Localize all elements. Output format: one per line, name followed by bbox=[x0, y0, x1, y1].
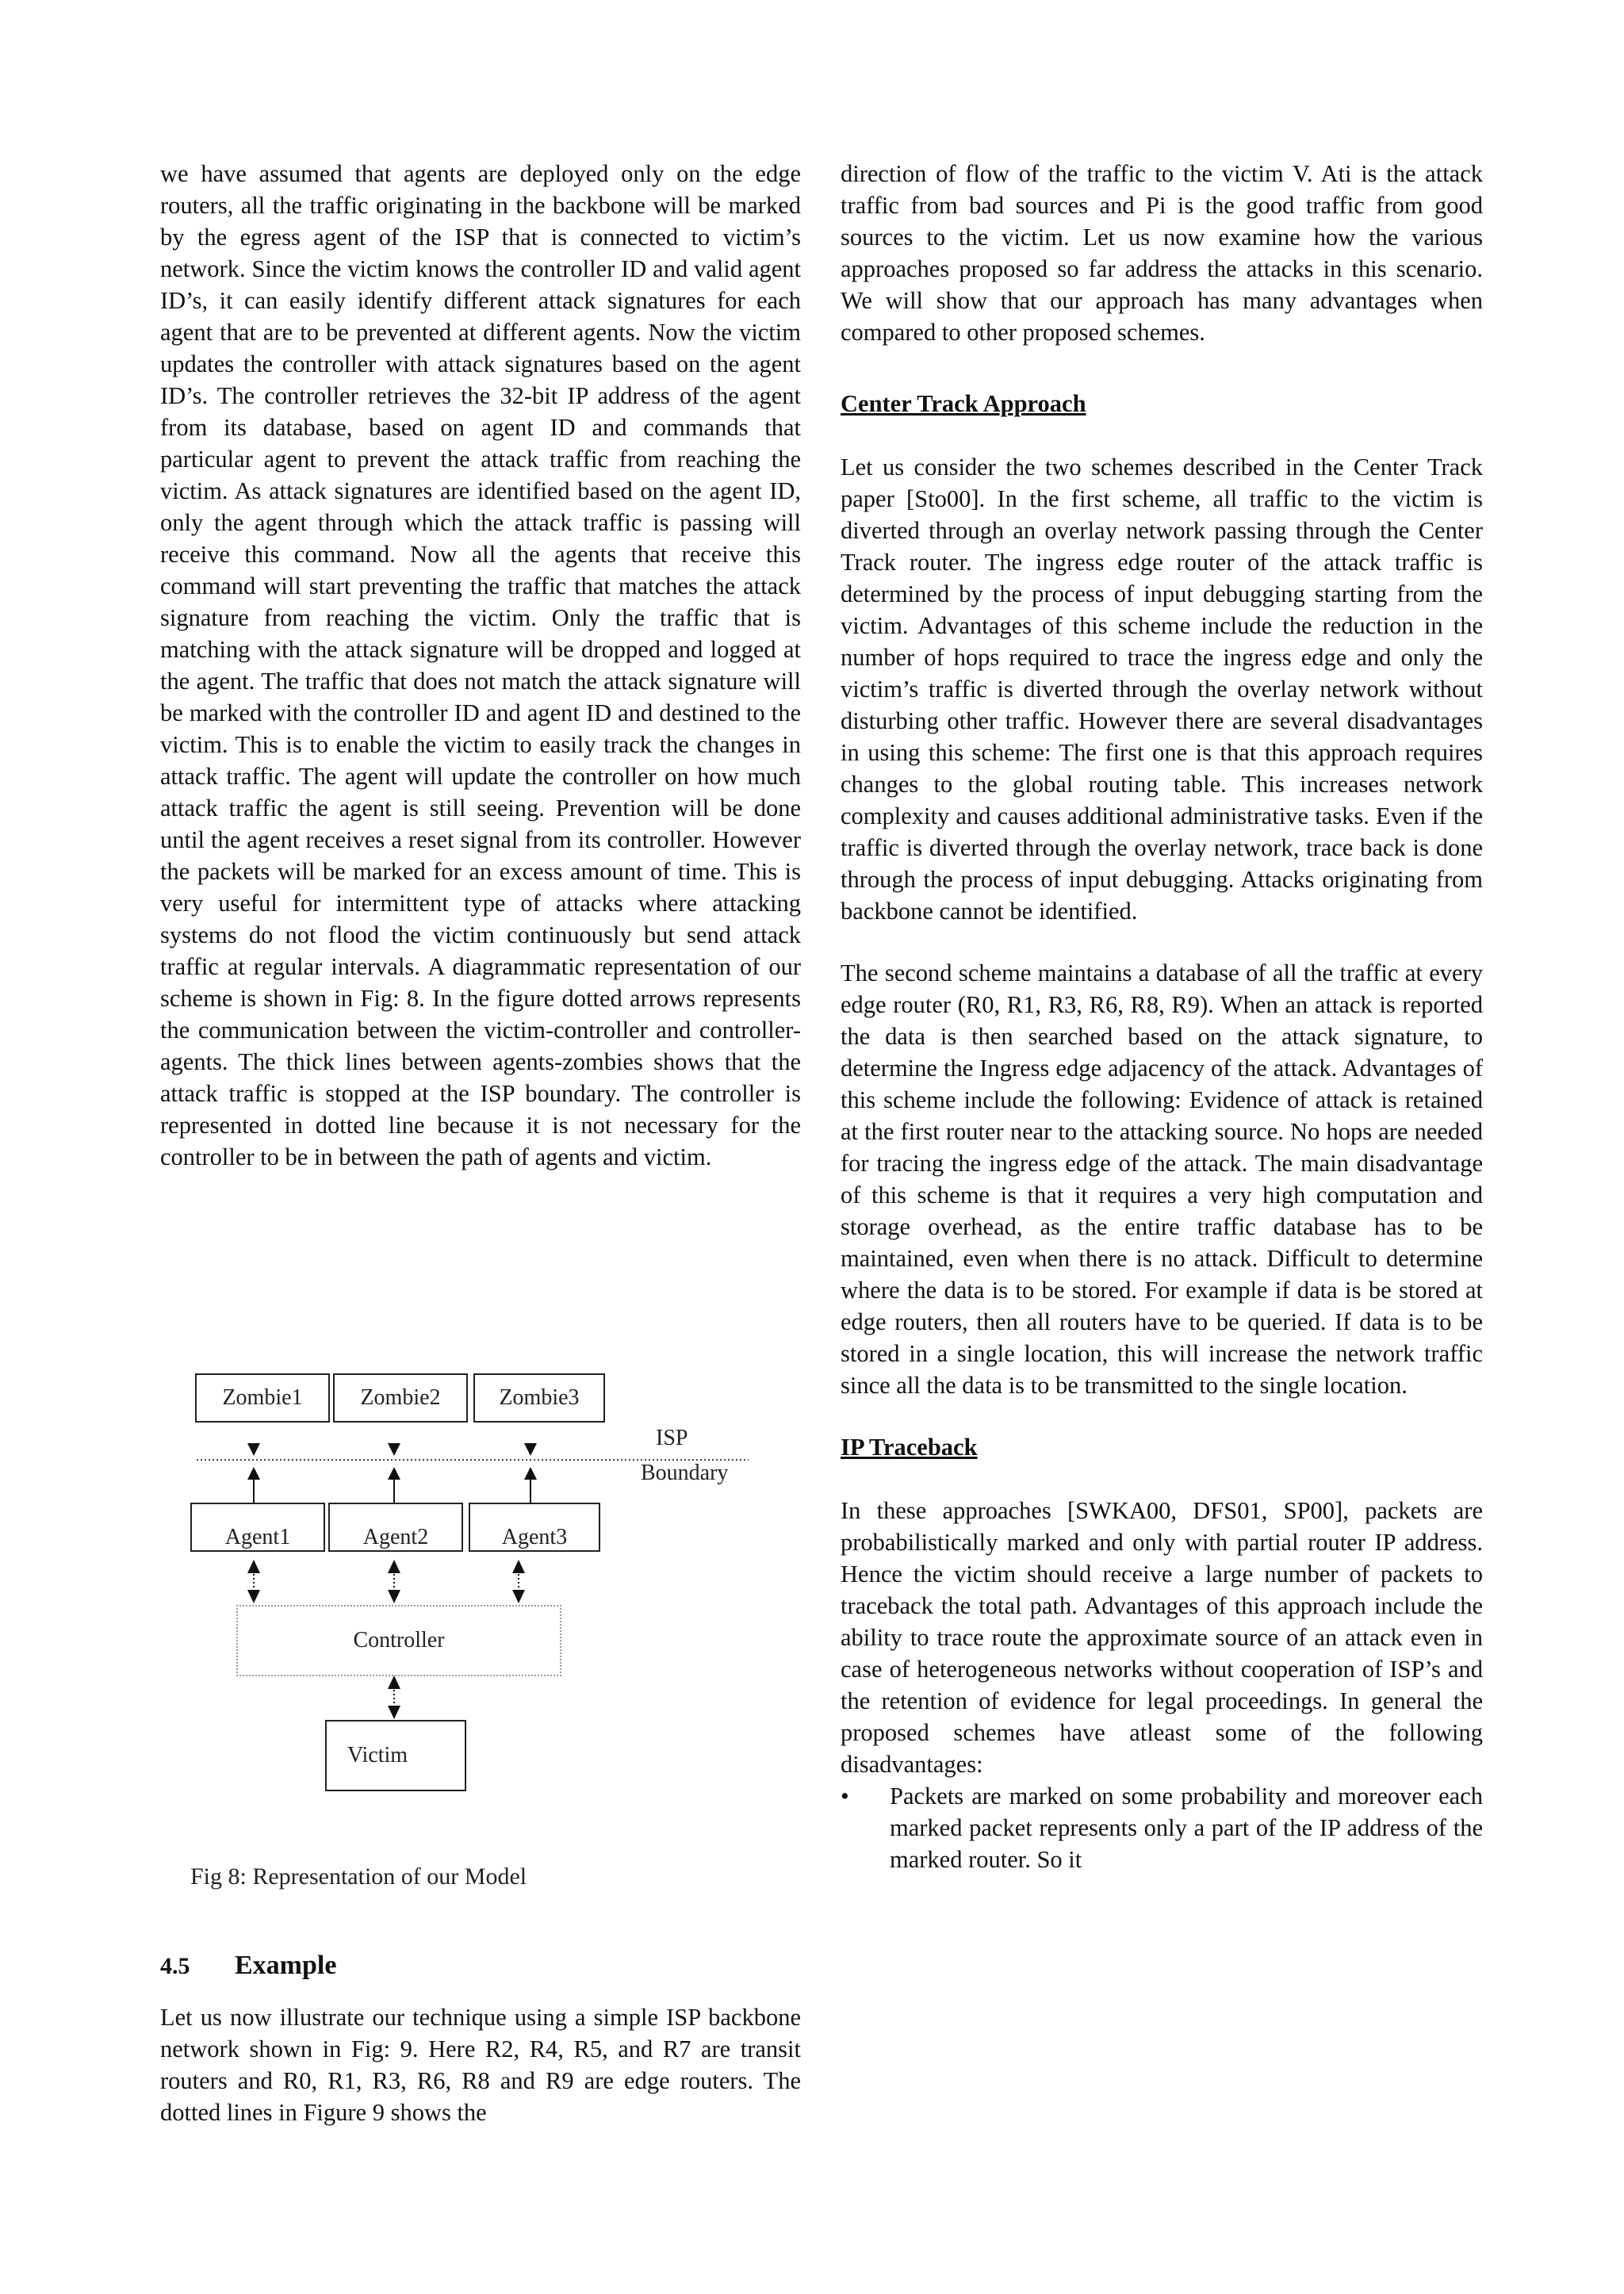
center-track-heading: Center Track Approach bbox=[841, 390, 1086, 417]
agent-controller-link-2 bbox=[388, 1560, 400, 1603]
bullet-list bbox=[841, 1780, 1483, 1875]
agent-box-2: Agent2 bbox=[328, 1503, 463, 1552]
paragraph: direction of flow of the traffic to the victim V. Ati is the attack traffic from bad sources and Pi is the good traffic from good sources to the victim. Let us now examine how the various approaches proposed so far address the attacks in this scenario. We will show that our approach has many advantages when compared to other proposed schemes. bbox=[841, 160, 1483, 346]
zombie-box-2: Zombie2 bbox=[333, 1373, 468, 1423]
controller-victim-link bbox=[388, 1676, 400, 1719]
zombie-agent-link-3 bbox=[524, 1443, 537, 1503]
left-column bbox=[160, 158, 801, 1173]
zombie-agent-link-1 bbox=[247, 1443, 260, 1503]
right-column bbox=[841, 158, 1483, 1875]
agent-box-1: Agent1 bbox=[190, 1503, 325, 1552]
figure-caption: Fig 8: Representation of our Model bbox=[190, 1863, 527, 1890]
figure-8 bbox=[160, 1373, 801, 1913]
zombie-box-3: Zombie3 bbox=[473, 1373, 605, 1423]
zombie-agent-link-2 bbox=[388, 1443, 400, 1503]
paragraph: In these approaches [SWKA00, DFS01, SP00], packets are probabilistically marked and only with partial router IP address. Hence the victim should receive a large number of packets to traceback the total path. Advantages of this approach include the ability to trace route the approximate source of an attack even in case of heterogeneous networks without cooperation of ISP’s and the retention of evidence for legal proceedings. In general the proposed schemes have atleast some of the following disadvantages: bbox=[841, 1497, 1483, 1778]
paragraph: Let us consider the two schemes described in the Center Track paper [Sto00]. In the first scheme, all traffic to the victim is diverted through an overlay network passing through the Center Track router. The ingress edge router of the attack traffic is determined by the process of input debugging starting from the victim. Advantages of this scheme include the reduction in the number of hops required to trace the ingress edge and only the victim’s traffic is diverted through the overlay network without disturbing other traffic. However there are several disadvantages in using this scheme: The first one is that this approach requires changes to the global routing table. This increases network complexity and causes additional administrative tasks. Even if the traffic is diverted through the overlay network, trace back is done through the process of input debugging. Attacks originating from backbone cannot be identified. bbox=[841, 454, 1483, 925]
paragraph: we have assumed that agents are deployed only on the edge routers, all the traffic originating in the backbone will be marked by the egress agent of the ISP that is connected to victim’s network. Since the victim knows the controller ID and valid agent ID’s, it can easily identify different attack signatures for each agent that are to be prevented at different agents. Now the victim updates the controller with attack signatures based on the agent ID’s. The controller retrieves the 32-bit IP address of the agent from its database, based on agent ID and commands that particular agent to prevent the attack traffic from reaching the victim. As attack signatures are identified based on the agent ID, only the agent through which the attack traffic is passing will receive this command. Now all the agents that receive this command will start preventing the traffic that matches the attack signature from reaching the victim. Only the traffic that is matching with the attack signature will be dropped and logged at the agent. The traffic that does not match the attack signature will be marked with the controller ID and agent ID and destined to the victim. This is to enable the victim to easily track the changes in attack traffic. The agent will update the controller on how much attack traffic the agent is still seeing. Prevention will be done until the agent receives a reset signal from its controller. However the packets will be marked for an excess amount of time. This is very useful for intermittent type of attacks where attacking systems do not flood the victim continuously but send attack traffic at regular intervals. A diagrammatic representation of our scheme is shown in Fig: 8. In the figure dotted arrows represents the communication between the victim-controller and controller-agents. The thick lines between agents-zombies shows that the attack traffic is stopped at the ISP boundary. The controller is represented in dotted line because it is not necessary for the controller to be in between the path of agents and victim. bbox=[160, 160, 801, 1170]
paragraph: The second scheme maintains a database of all the traffic at every edge router (R0, R1, R3, R6, R8, R9). When an attack is reported the data is then searched based on the attack signature, to determine the Ingress edge adjacency of the attack. Advantages of this scheme include the following: Evidence of attack is retained at the first router near to the attacking source. No hops are needed for tracing the ingress edge of the attack. The main disadvantage of this scheme is that it requires a very high computation and storage overhead, as the entire traffic database has to be maintained, even when there is no attack. Difficult to determine where the data is to be stored. For example if data is be stored at edge routers, then all routers have to be queried. If data is to be stored in a single location, this will increase the network traffic since all the data is to be transmitted to the single location. bbox=[841, 959, 1483, 1399]
agent-controller-link-1 bbox=[247, 1560, 260, 1603]
boundary-label: Boundary bbox=[641, 1461, 729, 1485]
victim-box: Victim bbox=[325, 1720, 466, 1791]
ip-traceback-heading: IP Traceback bbox=[841, 1434, 978, 1461]
section-title: Example bbox=[235, 1951, 337, 1980]
agent-controller-link-3 bbox=[512, 1560, 525, 1603]
list-item: • Packets are marked on some probability and moreover each marked packet represents only a part of the IP address of the marked router. So it bbox=[841, 1780, 1483, 1875]
bullet-icon: • bbox=[841, 1783, 849, 1810]
controller-box: Controller bbox=[236, 1605, 561, 1676]
paragraph: Let us now illustrate our technique using a simple ISP backbone network shown in Fig: 9. Here R2, R4, R5, and R7 are transit routers and R0, R1, R3, R6, R8 and R9 are edge routers. The dotted lines in Figure 9 shows the bbox=[160, 2004, 801, 2126]
zombie-box-1: Zombie1 bbox=[195, 1373, 330, 1423]
isp-label: ISP bbox=[656, 1426, 688, 1450]
section-heading bbox=[160, 1951, 336, 1981]
agent-box-3: Agent3 bbox=[469, 1503, 600, 1552]
section-number: 4.5 bbox=[160, 1953, 190, 1979]
